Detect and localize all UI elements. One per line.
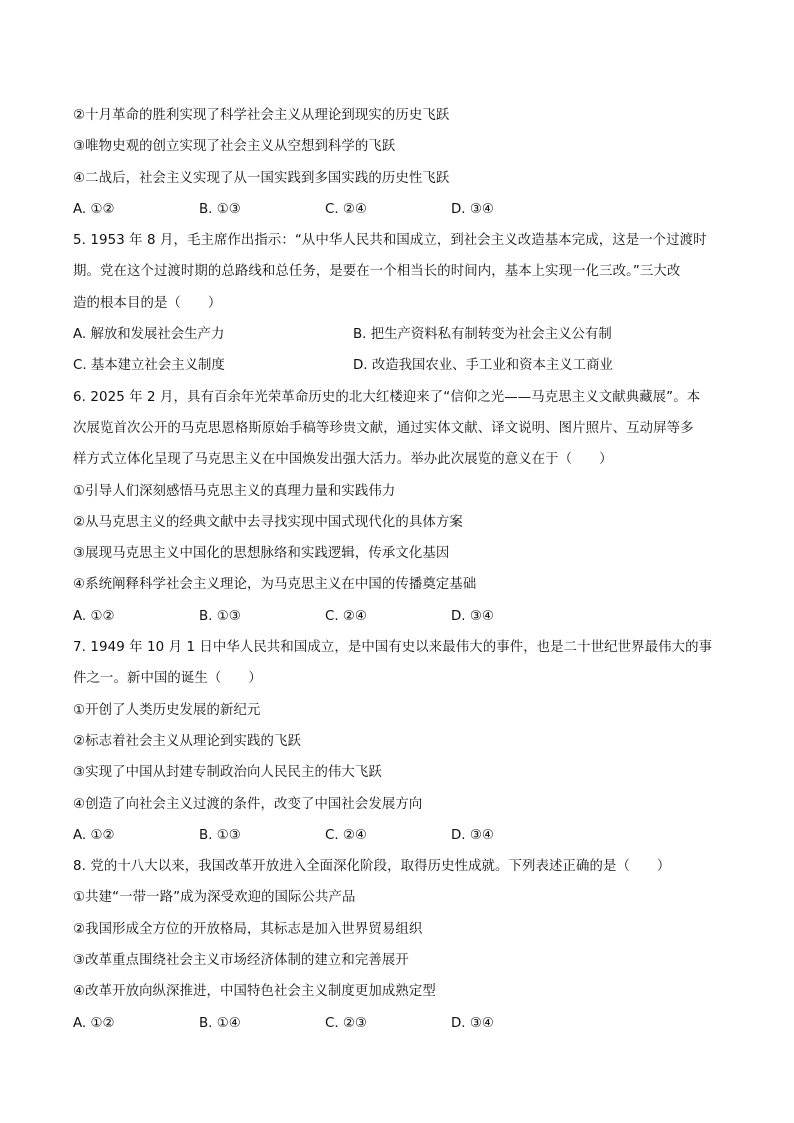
- choice-a[interactable]: A. ①②: [73, 201, 115, 217]
- question-7: [73, 632, 723, 851]
- option-line: ④二战后，社会主义实现了从一国实践到多国实践的历史性飞跃: [73, 170, 450, 186]
- choice-d[interactable]: D. ③④: [451, 608, 494, 624]
- answer-choices: [73, 1008, 723, 1039]
- answer-choices: [73, 601, 723, 632]
- choice-d[interactable]: D. ③④: [451, 201, 494, 217]
- choice-c[interactable]: C. ②④: [325, 827, 367, 843]
- choice-a[interactable]: A. ①②: [73, 1015, 115, 1031]
- choice-c[interactable]: C. ②③: [325, 1015, 367, 1031]
- question-stem-line: 造的根本目的是（ ）: [73, 295, 222, 311]
- question-list: [73, 100, 723, 1039]
- choice-c[interactable]: C. ②④: [325, 608, 367, 624]
- option-line: ①共建“一带一路”成为深受欢迎的国际公共产品: [73, 890, 356, 906]
- option-line: ②标志着社会主义从理论到实践的飞跃: [73, 733, 301, 749]
- question-stem-line: 样方式立体化呈现了马克思主义在中国焕发出强大活力。举办此次展览的意义在于（ ）: [73, 452, 613, 468]
- question-stem-line: 次展览首次公开的马克思恩格斯原始手稿等珍贵文献，通过实体文献、译文说明、图片照片、互动屏等多: [73, 420, 694, 436]
- option-line: ②十月革命的胜利实现了科学社会主义从理论到现实的历史飞跃: [73, 108, 450, 123]
- choice-d[interactable]: D. ③④: [451, 1015, 494, 1031]
- choice-b[interactable]: B. 把生产资料私有制转变为社会主义公有制: [353, 327, 612, 343]
- choice-b[interactable]: B. ①③: [199, 608, 241, 624]
- option-line: ②我国形成全方位的开放格局，其标志是加入世界贸易组织: [73, 921, 423, 937]
- option-line: ①开创了人类历史发展的新纪元: [73, 702, 261, 718]
- question-stem-line: 7. 1949 年 10 月 1 日中华人民共和国成立，是中国有史以来最伟大的事件，也是二十世纪世界最伟大的事: [73, 640, 713, 656]
- question-8: [73, 851, 723, 1039]
- question-stem-line: 件之一。新中国的诞生（ ）: [73, 671, 262, 687]
- question-stem-line: 6. 2025 年 2 月，具有百余年光荣革命历史的北大红楼迎来了“信仰之光——马克思主义文献典藏展”。本: [73, 389, 701, 405]
- choice-a[interactable]: A. ①②: [73, 608, 115, 624]
- question-continued: [73, 100, 723, 225]
- choice-b[interactable]: B. ①③: [199, 827, 241, 843]
- question-5: [73, 225, 723, 381]
- option-line: ④创造了向社会主义过渡的条件，改变了中国社会发展方向: [73, 796, 423, 812]
- option-line: ④系统阐释科学社会主义理论，为马克思主义在中国的传播奠定基础: [73, 577, 477, 593]
- answer-choices: [73, 319, 723, 350]
- choice-b[interactable]: B. ①④: [199, 1015, 241, 1031]
- option-line: ④改革开放向纵深推进，中国特色社会主义制度更加成熟定型: [73, 984, 436, 1000]
- option-line: ③实现了中国从封建专制政治向人民民主的伟大飞跃: [73, 765, 382, 781]
- choice-c[interactable]: C. 基本建立社会主义制度: [73, 358, 225, 374]
- option-line: ③改革重点围绕社会主义市场经济体制的建立和完善展开: [73, 953, 409, 969]
- choice-a[interactable]: A. ①②: [73, 827, 115, 843]
- choice-d[interactable]: D. 改造我国农业、手工业和资本主义工商业: [353, 358, 613, 374]
- question-6: [73, 382, 723, 632]
- question-stem-line: 期。党在这个过渡时期的总路线和总任务，是要在一个相当长的时间内，基本上实现一化三改。”三大改: [73, 264, 681, 280]
- option-line: ②从马克思主义的经典文献中去寻找实现中国式现代化的具体方案: [73, 514, 463, 530]
- choice-c[interactable]: C. ②④: [325, 201, 367, 217]
- option-line: ①引导人们深刻感悟马克思主义的真理力量和实践伟力: [73, 483, 396, 499]
- choice-b[interactable]: B. ①③: [199, 201, 241, 217]
- choice-a[interactable]: A. 解放和发展社会生产力: [73, 327, 225, 343]
- answer-choices: [73, 350, 723, 381]
- question-stem-line: 5. 1953 年 8 月，毛主席作出指示：“从中华人民共和国成立，到社会主义改造基本完成，这是一个过渡时: [73, 233, 707, 249]
- answer-choices: [73, 194, 723, 225]
- answer-choices: [73, 820, 723, 851]
- choice-d[interactable]: D. ③④: [451, 827, 494, 843]
- question-stem-line: 8. 党的十八大以来，我国改革开放进入全面深化阶段，取得历史性成就。下列表述正确的是（ ）: [73, 859, 671, 875]
- option-line: ③展现马克思主义中国化的思想脉络和实践逻辑，传承文化基因: [73, 546, 450, 562]
- option-line: ③唯物史观的创立实现了社会主义从空想到科学的飞跃: [73, 139, 396, 155]
